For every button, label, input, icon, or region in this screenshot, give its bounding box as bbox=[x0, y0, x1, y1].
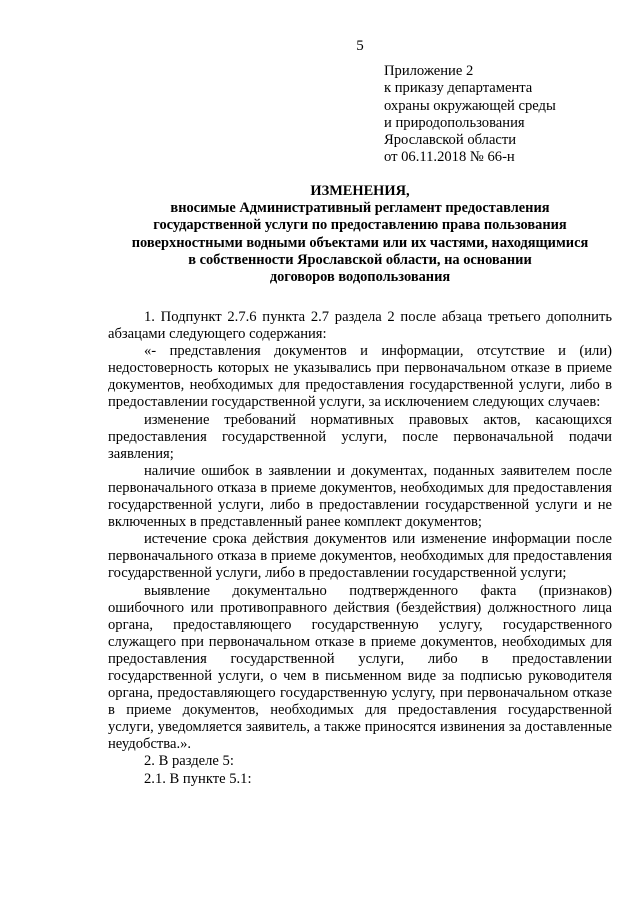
document-heading bbox=[108, 183, 612, 286]
body-paragraph: выявление документально подтвержденного факта (признаков) ошибочного или противоправного действия (бездействия) должностного лица органа, предоставляющего государственную услугу, государственного служащего при первоначальном отказе в приеме документов, необходимых для предоставления государственной услуги, либо в предоставлении государственной услуги, о чем в письменном виде за подписью руководителя органа, предоставляющего государственную услугу, при первоначальном отказе в приеме документов, необходимых для предоставления государственной услуги, уведомляется заявитель, а также приносятся извинения за доставленные неудобства.». bbox=[108, 582, 612, 753]
appendix-line: Приложение 2 bbox=[384, 63, 474, 79]
heading-title: ИЗМЕНЕНИЯ, bbox=[310, 183, 410, 199]
appendix-block bbox=[384, 63, 556, 167]
body-paragraph: истечение срока действия документов или изменение информации после первоначального отказа в приеме документов, необходимых для предоставления государственной услуги, либо в предоставлении государственной услуги; bbox=[108, 531, 612, 582]
heading-subtitle-line: поверхностными водными объектами или их частями, находящимися bbox=[131, 234, 589, 251]
body-paragraph: 2.1. В пункте 5.1: bbox=[144, 770, 252, 787]
body-paragraph: изменение требований нормативных правовых актов, касающихся предоставления государственной услуги, после первоначальной подачи заявления; bbox=[108, 411, 612, 462]
body-paragraph: «- представления документов и информации, отсутствие и (или) недостоверность которых не указывались при первоначальном отказе в приеме документов, необходимых для предоставления государственной услуги, либо в предоставлении государственной услуги, за исключением следующих случаев: bbox=[108, 343, 612, 411]
appendix-line: Ярославской области bbox=[384, 132, 517, 149]
body-paragraph: 1. Подпункт 2.7.6 пункта 2.7 раздела 2 после абзаца третьего дополнить абзацами следующего содержания: bbox=[108, 309, 612, 343]
document-body bbox=[108, 309, 612, 788]
body-paragraph: 2. В разделе 5: bbox=[144, 753, 234, 770]
appendix-line: охраны окружающей среды bbox=[384, 97, 556, 114]
body-paragraph: наличие ошибок в заявлении и документах, поданных заявителем после первоначального отказа в приеме документов, необходимых для предоставления государственной услуги, либо в предоставлении государственной услуги и не включенных в представленный ранее комплект документов; bbox=[108, 462, 612, 531]
heading-subtitle-line: государственной услуги по предоставлению права пользования bbox=[153, 217, 567, 234]
appendix-line: к приказу департамента bbox=[384, 80, 533, 97]
appendix-line: от 06.11.2018 № 66-н bbox=[384, 149, 515, 166]
heading-subtitle-line: в собственности Ярославской области, на основании bbox=[188, 251, 532, 268]
page-number: 5 bbox=[356, 38, 364, 54]
heading-subtitle-line: вносимые Административный регламент предоставления bbox=[170, 200, 550, 217]
heading-subtitle-line: договоров водопользования bbox=[269, 269, 451, 286]
appendix-line: и природопользования bbox=[384, 114, 525, 131]
